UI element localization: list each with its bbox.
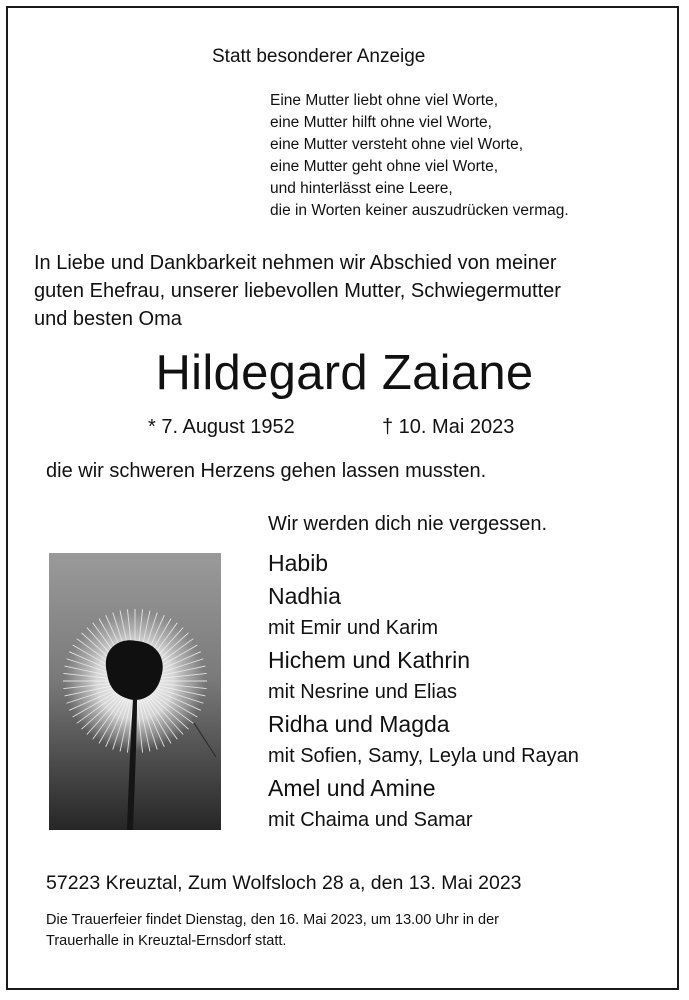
intro-line: guten Ehefrau, unserer liebevollen Mutter, Schwiegermutter <box>34 280 561 302</box>
family-member: Habib <box>268 550 329 576</box>
intro-line: In Liebe und Dankbarkeit nehmen wir Abschied von meiner <box>34 252 557 274</box>
dandelion-photo <box>49 553 221 830</box>
family-member: Amel und Amine <box>268 775 436 801</box>
intro-line: und besten Oma <box>34 308 182 330</box>
poem-line: eine Mutter hilft ohne viel Worte, <box>270 114 492 131</box>
deceased-name: Hildegard Zaiane <box>155 346 534 400</box>
poem-line: und hinterlässt eine Leere, <box>270 180 453 197</box>
service-info <box>46 910 499 952</box>
family-children: mit Emir und Karim <box>268 617 439 639</box>
family-member: Nadhia <box>268 583 341 609</box>
address-line: 57223 Kreuztal, Zum Wolfsloch 28 a, den 13. Mai 2023 <box>46 872 522 894</box>
family-children: mit Sofien, Samy, Leyla und Rayan <box>268 745 579 767</box>
dandelion-icon <box>49 553 221 830</box>
service-line: Trauerhalle in Kreuztal-Ernsdorf statt. <box>46 933 287 949</box>
family-list <box>268 547 579 836</box>
poem <box>270 90 569 222</box>
family-member: Hichem und Kathrin <box>268 647 470 673</box>
notice-header: Statt besonderer Anzeige <box>212 46 426 67</box>
closing-text: die wir schweren Herzens gehen lassen mussten. <box>46 460 487 482</box>
family-children: mit Nesrine und Elias <box>268 681 457 703</box>
intro-text <box>34 249 561 333</box>
birth-date: * 7. August 1952 <box>148 416 295 438</box>
family-children: mit Chaima und Samar <box>268 809 473 831</box>
poem-line: eine Mutter geht ohne viel Worte, <box>270 158 499 175</box>
death-date: † 10. Mai 2023 <box>382 416 515 438</box>
remember-text: Wir werden dich nie vergessen. <box>268 513 548 535</box>
poem-line: eine Mutter versteht ohne viel Worte, <box>270 136 524 153</box>
family-member: Ridha und Magda <box>268 711 450 737</box>
service-line: Die Trauerfeier findet Dienstag, den 16. Mai 2023, um 13.00 Uhr in der <box>46 912 499 928</box>
poem-line: Eine Mutter liebt ohne viel Worte, <box>270 92 499 109</box>
poem-line: die in Worten keiner auszudrücken vermag. <box>270 202 569 219</box>
